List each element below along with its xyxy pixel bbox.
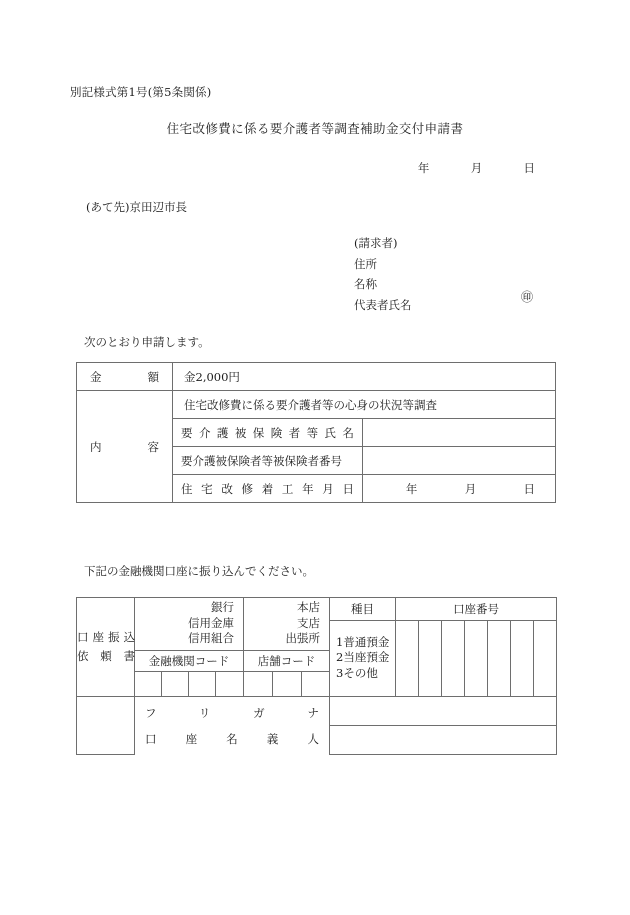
seal-icon: ㊞ bbox=[521, 290, 534, 304]
branch-type-shiten: 支店 bbox=[297, 615, 321, 630]
bank-table-header-row bbox=[77, 598, 557, 621]
institution-code-cell-1[interactable] bbox=[135, 671, 162, 696]
account-holder-value[interactable] bbox=[330, 725, 557, 754]
transfer-note: 下記の金融機関口座に振り込んでください。 bbox=[84, 564, 314, 578]
institution-type-header bbox=[135, 598, 244, 651]
branch-code-cell-2[interactable] bbox=[273, 671, 302, 696]
construction-year-label: 年 bbox=[405, 481, 418, 496]
bank-row-label-line2: 依頼書 bbox=[77, 648, 135, 663]
bank-row-label bbox=[77, 598, 135, 697]
date-year-label: 年 bbox=[417, 161, 430, 175]
document-title: 住宅改修費に係る要介護者等調査補助金交付申請書 bbox=[166, 121, 464, 136]
insured-number-label: 要介護被保険者等被保険者番号 bbox=[173, 447, 363, 475]
account-number-cell-5[interactable] bbox=[488, 621, 511, 697]
account-number-cell-1[interactable] bbox=[396, 621, 419, 697]
institution-type-shinkin: 信用金庫 bbox=[188, 615, 234, 630]
bank-table-furigana-row bbox=[77, 696, 557, 725]
date-day-label: 日 bbox=[523, 161, 535, 175]
kind-option-toza: 2当座預金 bbox=[336, 650, 390, 664]
institution-code-cell-3[interactable] bbox=[189, 671, 216, 696]
branch-code-cell-3[interactable] bbox=[302, 671, 330, 696]
construction-month-label: 月 bbox=[464, 481, 477, 496]
insured-number-value[interactable] bbox=[363, 447, 556, 475]
kind-header: 種目 bbox=[330, 598, 396, 621]
claimant-block bbox=[354, 233, 412, 315]
table-row-survey-title bbox=[77, 391, 556, 419]
survey-title: 住宅改修費に係る要介護者等の心身の状況等調査 bbox=[173, 391, 556, 419]
claimant-representative-label: 代表者氏名 bbox=[354, 297, 412, 312]
construction-date-value[interactable] bbox=[363, 475, 556, 503]
account-holder-label: 口座名義人 bbox=[145, 731, 320, 746]
branch-code-label: 店舗コード bbox=[244, 650, 330, 671]
bank-row-label-spacer bbox=[77, 696, 135, 754]
content-label: 内容 bbox=[77, 391, 173, 503]
kind-option-sonota: 3その他 bbox=[336, 665, 378, 680]
bank-transfer-table bbox=[76, 597, 557, 755]
furigana-and-holder-labels bbox=[135, 696, 330, 754]
claimant-heading: (請求者) bbox=[354, 236, 398, 250]
kind-options[interactable] bbox=[330, 621, 396, 697]
insured-name-value[interactable] bbox=[363, 419, 556, 447]
intro-text: 次のとおり申請します。 bbox=[84, 335, 210, 349]
institution-code-cell-2[interactable] bbox=[162, 671, 189, 696]
amount-value[interactable]: 金2,000円 bbox=[173, 363, 556, 391]
construction-date-label: 住宅改修着工年月日 bbox=[173, 475, 363, 503]
institution-type-bank: 銀行 bbox=[211, 600, 234, 614]
branch-type-honten: 本店 bbox=[297, 600, 321, 614]
furigana-value[interactable] bbox=[330, 696, 557, 725]
account-number-cell-7[interactable] bbox=[534, 621, 557, 697]
account-number-cell-4[interactable] bbox=[465, 621, 488, 697]
bank-row-label-line1: 口座振込 bbox=[77, 629, 135, 644]
claimant-name-label: 名称 bbox=[354, 277, 377, 291]
addressee: (あて先)京田辺市長 bbox=[86, 200, 187, 214]
amount-label: 金額 bbox=[77, 363, 173, 391]
date-month-label: 月 bbox=[470, 161, 483, 175]
construction-day-label: 日 bbox=[523, 481, 536, 496]
account-number-header: 口座番号 bbox=[396, 598, 557, 621]
institution-code-cell-4[interactable] bbox=[216, 671, 244, 696]
table-row-amount bbox=[77, 363, 556, 391]
institution-code-label: 金融機関コード bbox=[135, 650, 244, 671]
branch-code-cell-1[interactable] bbox=[244, 671, 273, 696]
insured-name-label: 要介護被保険者等氏名 bbox=[173, 419, 363, 447]
institution-type-kumiai: 信用組合 bbox=[188, 631, 234, 645]
branch-type-header bbox=[244, 598, 330, 651]
form-number: 別記様式第1号(第5条関係) bbox=[70, 85, 212, 99]
date-line bbox=[0, 160, 535, 176]
account-number-cell-6[interactable] bbox=[511, 621, 534, 697]
branch-type-shuccho: 出張所 bbox=[285, 631, 321, 645]
furigana-label: フリガナ bbox=[145, 705, 320, 720]
content-table bbox=[76, 362, 556, 503]
kind-option-futsu: 1普通預金 bbox=[336, 634, 390, 649]
account-number-cell-2[interactable] bbox=[419, 621, 442, 697]
account-number-cell-3[interactable] bbox=[442, 621, 465, 697]
claimant-address-label: 住所 bbox=[354, 256, 377, 271]
